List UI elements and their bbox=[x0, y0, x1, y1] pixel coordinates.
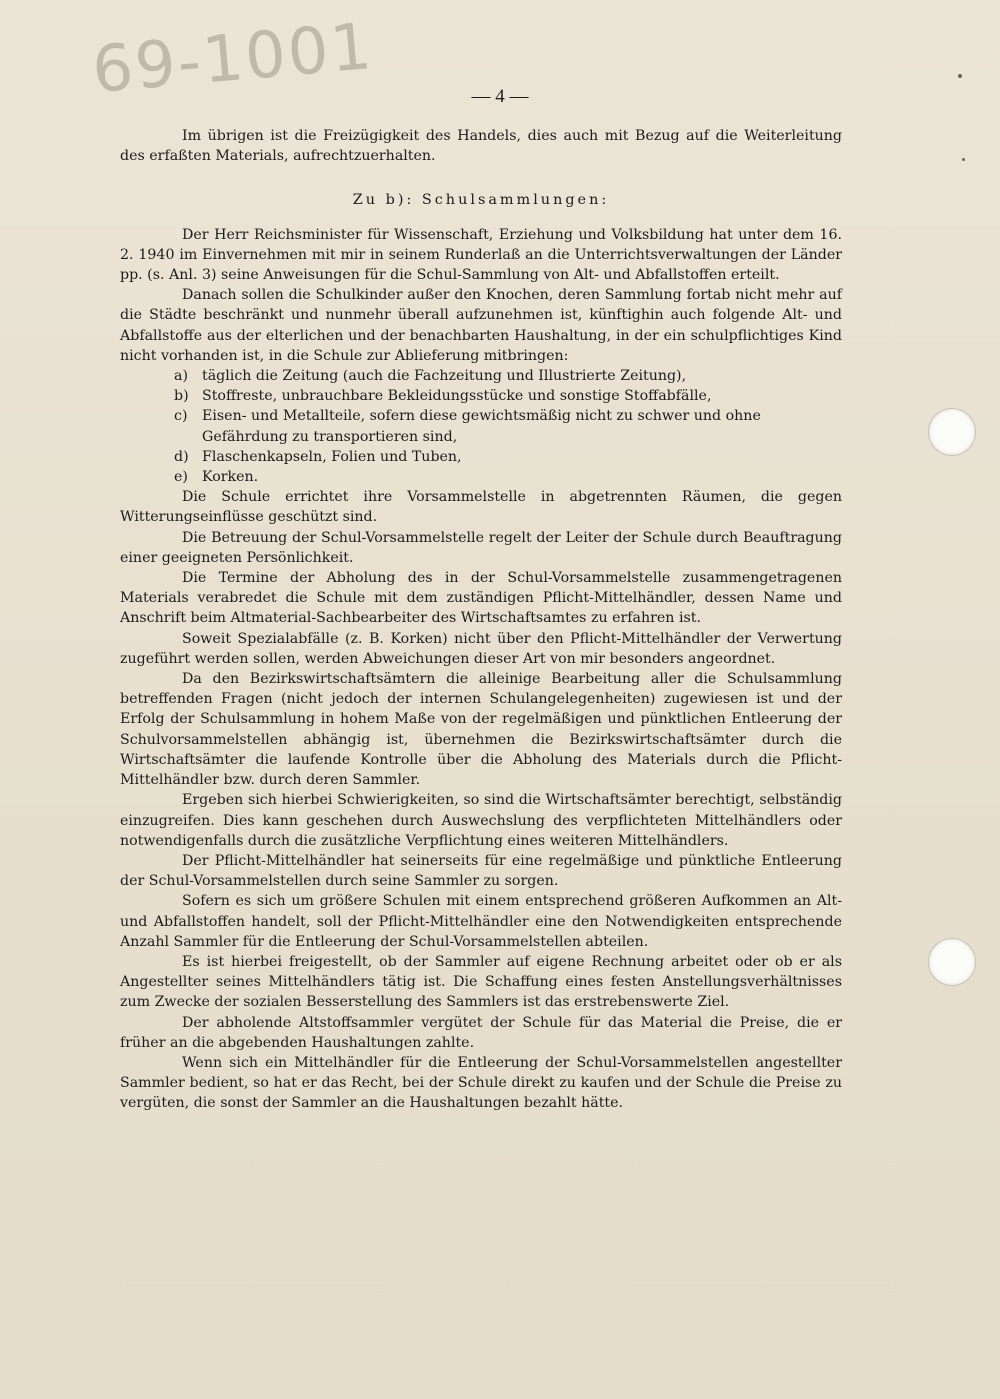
document-body bbox=[120, 126, 842, 1114]
list-marker: e) bbox=[174, 469, 188, 486]
list-item-text: täglich die Zeitung (auch die Fachzeitung und Illustrierte Zeitung), bbox=[202, 368, 687, 385]
list-item-text: Eisen- und Metallteile, sofern diese gewichtsmäßig nicht zu schwer und ohne Gefährdung zu transportieren sind, bbox=[202, 408, 761, 445]
paragraph: Im übrigen ist die Freizügigkeit des Handels, dies auch mit Bezug auf die Weiterleitung des erfaßten Materials, aufrechtzuerhalten. bbox=[120, 128, 842, 165]
paper-spot bbox=[962, 158, 965, 161]
paragraph: Da den Bezirkswirtschaftsämtern die alleinige Bearbeitung aller die Schulsammlung betreffenden Fragen (nicht jedoch der internen Schulangelegenheiten) zugewiesen ist und der Erfolg der Schulsammlung in hohem Maße von der regelmäßigen und pünktlichen Entleerung der Schulvorsammelstellen abhängig ist, übernehmen die Bezirkswirtschaftsämter durch die Wirtschaftsämter die laufende Kontrolle über die Abholung des Materials durch die Pflicht-Mittelhändler bzw. durch deren Sammler. bbox=[120, 671, 842, 789]
list-marker: b) bbox=[174, 388, 189, 405]
paragraph: Der Herr Reichsminister für Wissenschaft, Erziehung und Volksbildung hat unter dem 16. 2. 1940 im Einvernehmen mit mir in seinem Runderlaß an die Unterrichtsverwaltungen der Länder pp. (s. Anl. 3) seine Anweisungen für die Schul-Sammlung von Alt- und Abfallstoffen erteilt. bbox=[120, 226, 842, 284]
paragraph: Ergeben sich hierbei Schwierigkeiten, so sind die Wirtschaftsämter berechtigt, selbständig einzugreifen. Dies kann geschehen durch Auswechslung des verpflichteten Mittelhändlers oder notwendigenfalls durch die zusätzliche Verpflichtung eines weiteren Mittelhändlers. bbox=[120, 792, 842, 849]
paragraph: Die Betreuung der Schul-Vorsammelstelle regelt der Leiter der Schule durch Beauftragung einer geeigneten Persönlichkeit. bbox=[120, 529, 842, 566]
list-item bbox=[120, 366, 842, 386]
list-marker: a) bbox=[174, 368, 188, 385]
paragraph: Die Termine der Abholung des in der Schul-Vorsammelstelle zusammengetragenen Materials verabredet die Schule mit dem zuständigen Pflicht-Mittelhändler, dessen Name und Anschrift beim Altmaterial-Sachbearbeiter des Wirtschaftsamtes zu erfahren ist. bbox=[120, 570, 842, 627]
list-item-text: Korken. bbox=[202, 469, 259, 486]
pencil-annotation: 69-1001 bbox=[89, 9, 377, 109]
page-number: — 4 — bbox=[471, 86, 529, 107]
paragraph: Danach sollen die Schulkinder außer den Knochen, deren Sammlung fortab nicht mehr auf die Städte beschränkt und nunmehr überall aufzunehmen ist, künftighin auch folgende Alt- und Abfallstoffe aus der elterlichen und der benachbarten Haushaltung, in der ein schulpflichtiges Kind nicht vorhanden ist, in die Schule zur Ablieferung mitbringen: bbox=[120, 287, 842, 364]
paragraph: Soweit Spezialabfälle (z. B. Korken) nicht über den Pflicht-Mittelhändler der Verwertung zugeführt werden sollen, werden Abweichungen dieser Art von mir besonders angeordnet. bbox=[120, 630, 842, 667]
punch-hole bbox=[928, 408, 976, 456]
list-item-text: Flaschenkapseln, Folien und Tuben, bbox=[202, 448, 462, 465]
paragraph: Die Schule errichtet ihre Vorsammelstelle in abgetrennten Räumen, die gegen Witterungseinflüsse geschützt sind. bbox=[120, 489, 842, 526]
paragraph: Sofern es sich um größere Schulen mit einem entsprechend größeren Aufkommen an Alt- und Abfallstoffen handelt, soll der Pflicht-Mittelhändler eine den Notwendigkeiten entsprechende Anzahl Sammler für die Entleerung der Schul-Vorsammelstellen abteilen. bbox=[120, 893, 842, 950]
list-item bbox=[120, 447, 842, 467]
paragraph: Der abholende Altstoffsammler vergütet der Schule für das Material die Preise, die er früher an die abgebenden Haushaltungen zahlte. bbox=[120, 1014, 842, 1051]
paragraph: Der Pflicht-Mittelhändler hat seinerseits für eine regelmäßige und pünktliche Entleerung der Schul-Vorsammelstellen durch seine Sammler zu sorgen. bbox=[120, 852, 842, 890]
list-item bbox=[120, 386, 842, 406]
paper-spot bbox=[958, 74, 962, 78]
collection-list bbox=[120, 366, 842, 487]
paragraph: Es ist hierbei freigestellt, ob der Sammler auf eigene Rechnung arbeitet oder ob er als Angestellter seines Mittelhändlers tätig ist. Die Schaffung eines festen Anstellungsverhältnisses zum Zwecke der sozialen Besserstellung des Sammlers ist das erstrebenswerte Ziel. bbox=[120, 953, 842, 1011]
list-marker: c) bbox=[174, 408, 188, 425]
list-marker: d) bbox=[174, 448, 189, 465]
list-item bbox=[120, 467, 842, 487]
list-item-text: Stoffreste, unbrauchbare Bekleidungsstücke und sonstige Stoffabfälle, bbox=[202, 388, 712, 405]
section-heading: Zu b): Schulsammlungen: bbox=[352, 192, 610, 209]
paragraph: Wenn sich ein Mittelhändler für die Entleerung der Schul-Vorsammelstellen angestellter Sammler bedient, so hat er das Recht, bei der Schule direkt zu kaufen und der Schule die Preise zu vergüten, die sonst der Sammler an die Haushaltungen bezahlt hätte. bbox=[120, 1054, 842, 1112]
list-item bbox=[120, 406, 842, 446]
punch-hole bbox=[928, 938, 976, 986]
